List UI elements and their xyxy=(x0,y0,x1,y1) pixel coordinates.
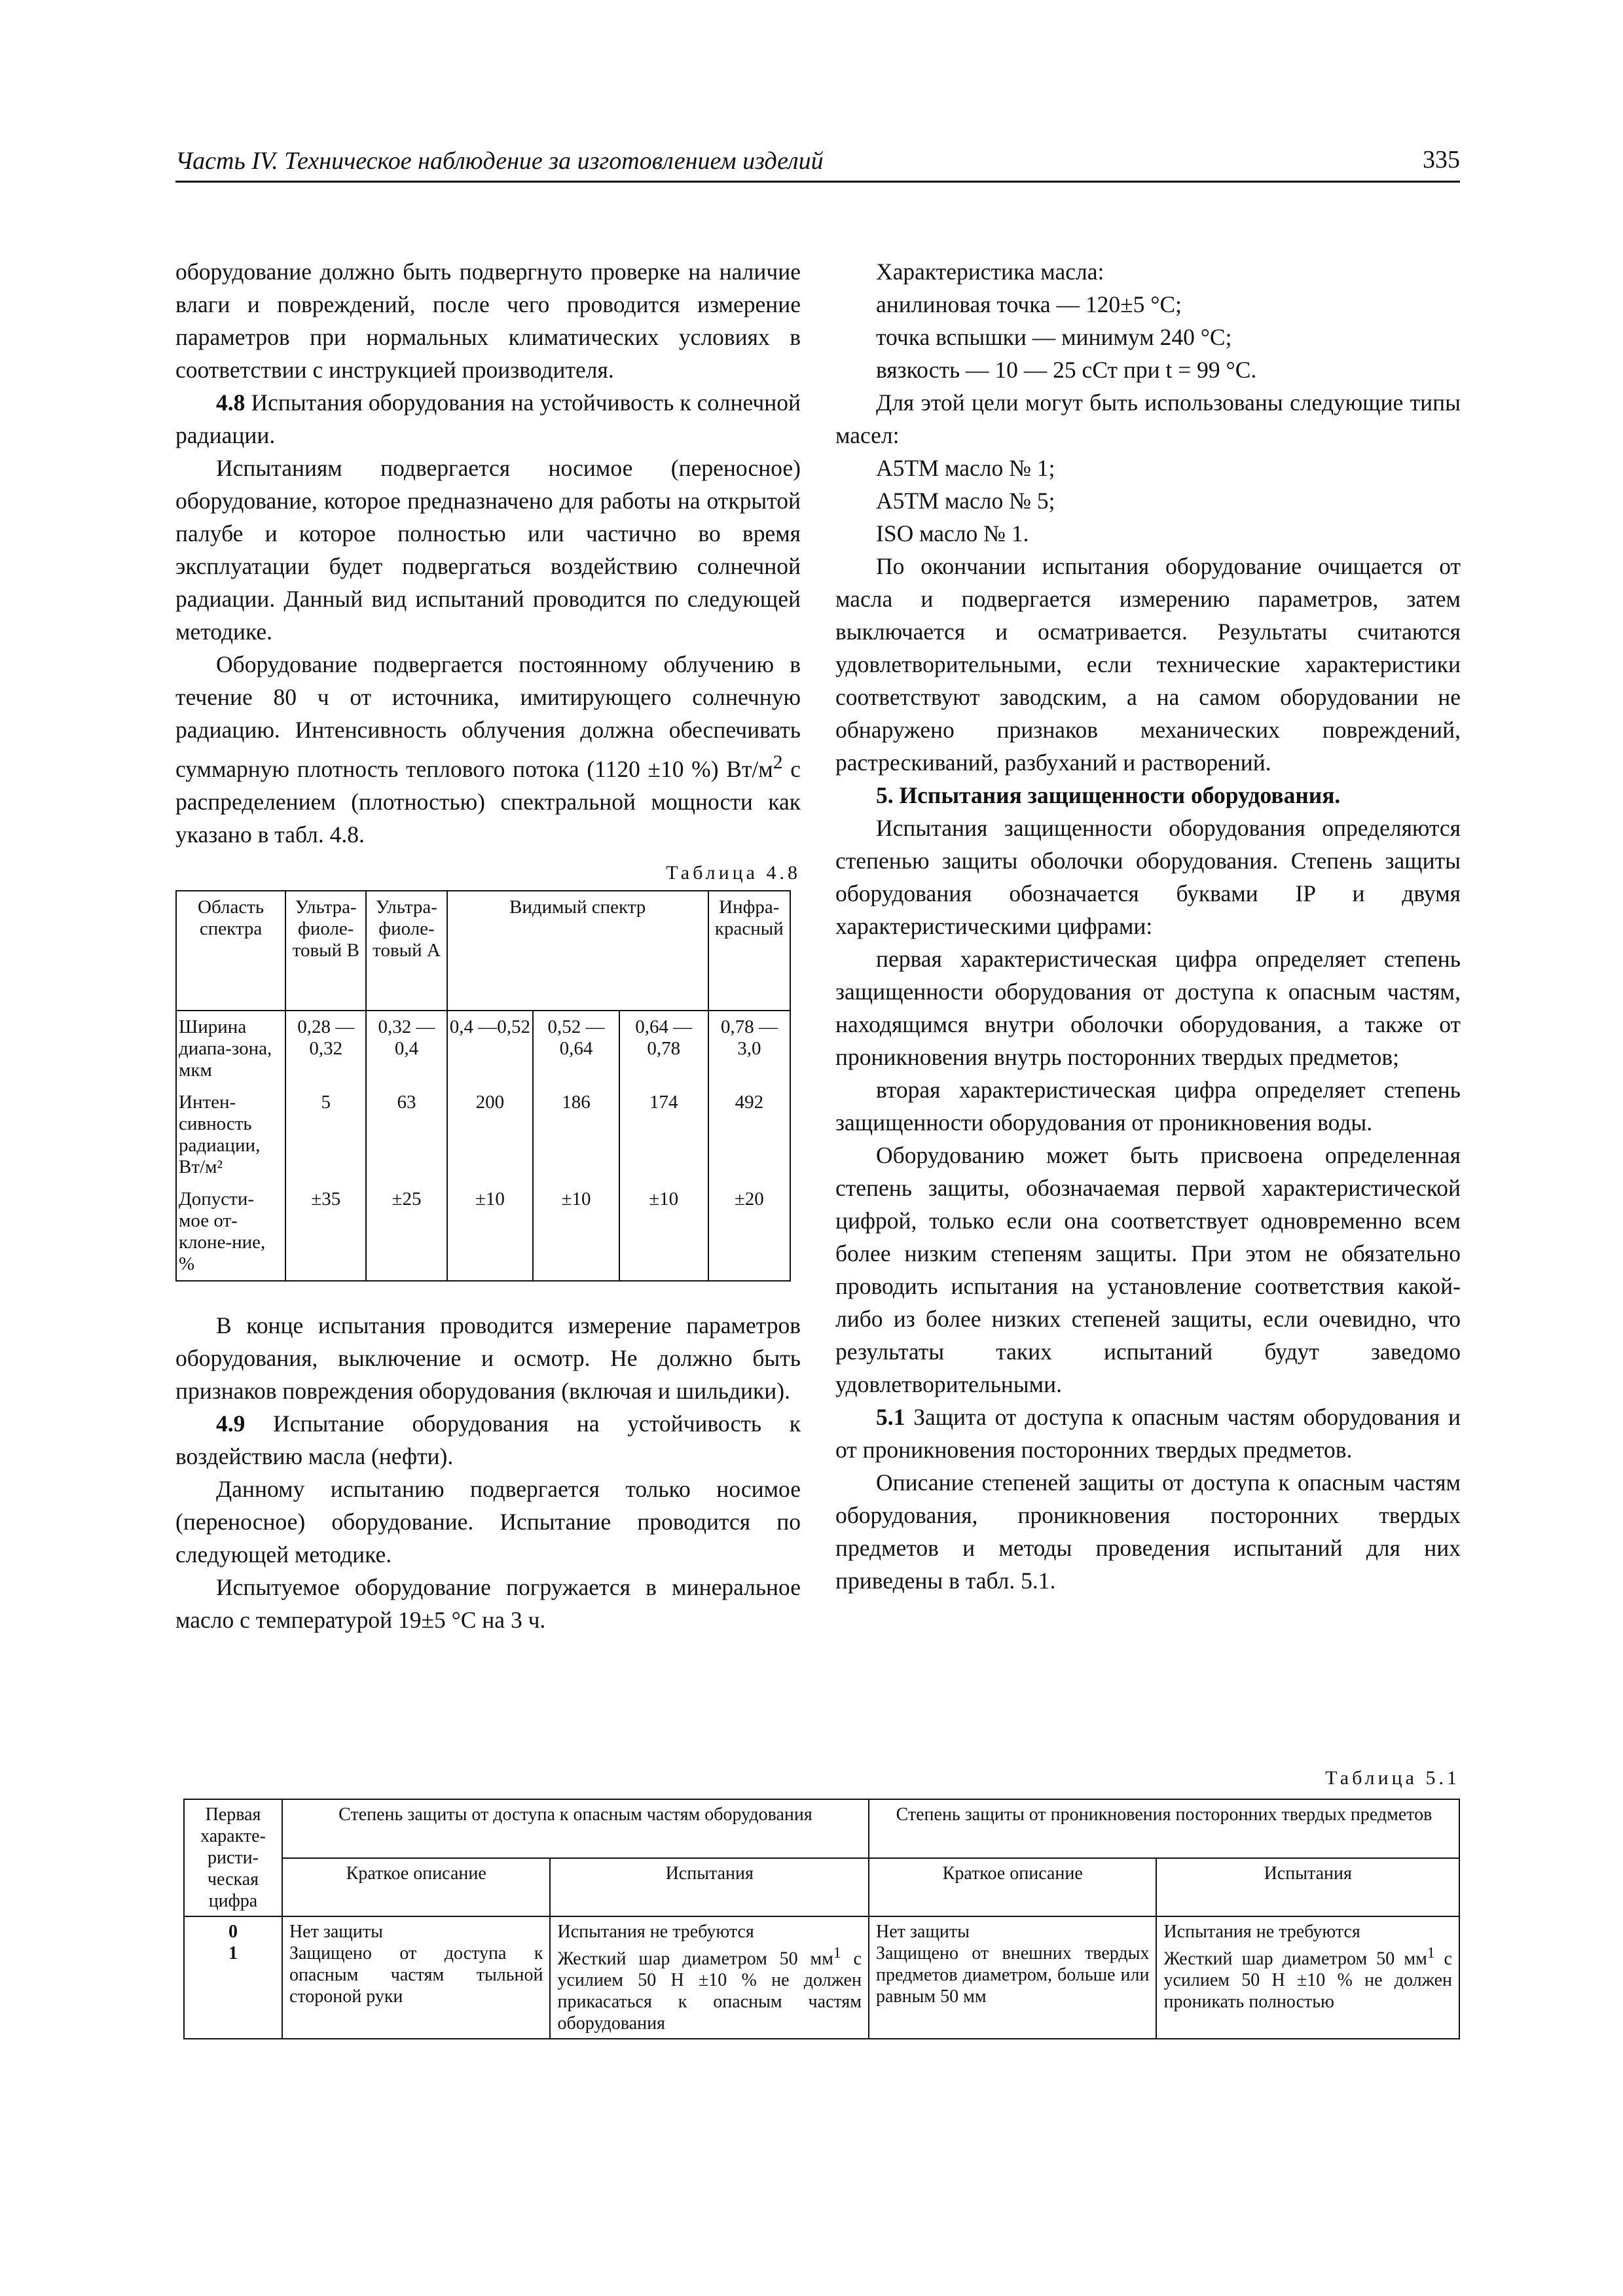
header-access: Степень защиты от доступа к опасным частям оборудования xyxy=(282,1799,869,1858)
row-label: Допусти-мое от-клоне-ние, % xyxy=(176,1183,285,1281)
section-title: Защита от доступа к опасным частям оборудования и от проникновения посторонних твердых предметов. xyxy=(835,1404,1461,1463)
cell: 0,28 — 0,32 xyxy=(285,1011,366,1086)
paragraph: В конце испытания проводится измерение параметров оборудования, выключение и осмотр. Не должно быть признаков повреждения оборудования (включая и шильдики). xyxy=(175,1312,801,1404)
text: Оборудование подвергается постоянному облучению в течение 80 ч от источника, имитирующего солнечную радиацию. Интенсивность облучения должна обеспечивать суммарную плотность теплового потока (1120 ±10 %) Вт/м xyxy=(175,651,801,782)
text: Нет защиты xyxy=(875,1922,970,1942)
section-title: Испытания оборудования на устойчивость к солнечной радиации. xyxy=(175,389,801,448)
text: Нет защиты xyxy=(289,1922,383,1942)
header-solid: Степень защиты от проникновения посторонних твердых предметов xyxy=(869,1799,1459,1858)
section-number: 5.1 xyxy=(876,1404,905,1430)
text: Жесткий шар диаметром 50 мм xyxy=(557,1948,833,1969)
cell: 0,78 — 3,0 xyxy=(708,1011,790,1086)
page-header xyxy=(175,143,1460,183)
text: с усилием 50 Н ±10 % не должен проникать полностью xyxy=(1163,1948,1452,2013)
cell: 0,32 — 0,4 xyxy=(366,1011,447,1086)
table-5-1-caption: Таблица 5.1 xyxy=(1325,1767,1460,1789)
solid-test-cell xyxy=(1156,1916,1459,2039)
table-row xyxy=(176,1086,790,1183)
solid-desc-cell xyxy=(869,1916,1157,2039)
section-4-9-heading xyxy=(175,1407,801,1473)
header-uva: Ультра-фиоле-товый А xyxy=(366,891,447,1011)
list-item: анилиновая точка — 120±5 °С; xyxy=(876,291,1182,317)
cell: 0,52 — 0,64 xyxy=(533,1011,619,1086)
superscript: 2 xyxy=(773,752,783,773)
paragraph: Характеристика масла: xyxy=(876,259,1104,285)
paragraph: Испытуемое оборудование погружается в минеральное масло с температурой 19±5 °С на 3 ч. xyxy=(175,1573,801,1633)
text: Жесткий шар диаметром 50 мм xyxy=(1163,1948,1427,1969)
text: Защищено от внешних твердых предметов диаметром, больше или равным 50 мм xyxy=(875,1943,1150,2007)
header-test-access: Испытания xyxy=(550,1858,868,1917)
section-number: 4.8 xyxy=(216,389,246,416)
text xyxy=(557,1943,861,2034)
list-item: точка вспышки — минимум 240 °С; xyxy=(876,324,1232,350)
row-label: Ширина диапа-зона, мкм xyxy=(176,1011,285,1086)
section-4-8-heading xyxy=(175,386,801,452)
section-5-heading xyxy=(835,779,1461,812)
paragraph: Описание степеней защиты от доступа к опасным частям оборудования, проникновения посторонних твердых предметов и методы проведения испытаний для них приведены в табл. 5.1. xyxy=(835,1469,1461,1594)
text xyxy=(1163,1943,1452,2013)
page-number: 335 xyxy=(1423,146,1460,173)
list-item: вязкость — 10 — 25 сСт при t = 99 °С. xyxy=(876,357,1257,383)
cell: 0,4 —0,52 xyxy=(447,1011,534,1086)
text: с усилием 50 Н ±10 % не должен прикасаться к опасным частям оборудования xyxy=(557,1948,862,2034)
paragraph: первая характеристическая цифра определяет степень защищенности оборудования от доступа к опасным частям, находящимся внутри оболочки оборудования, а также от проникновения внутрь посторонних твердых предметов; xyxy=(835,946,1461,1070)
digit: 0 xyxy=(228,1922,238,1942)
paragraph: Испытаниям подвергается носимое (переносное) оборудование, которое предназначено для работы на открытой палубе и которое полностью или частично во время эксплуатации будет подвергаться воздействию солнечной радиации. Данный вид испытаний проводится по следующей методике. xyxy=(175,455,801,645)
text: с распределением (плотностью) спектральной мощности как указано в табл. 4.8. xyxy=(175,755,801,848)
text: Испытания не требуются xyxy=(1163,1922,1360,1942)
paragraph: вторая характеристическая цифра определяет степень защищенности оборудования от проникновения воды. xyxy=(835,1077,1461,1136)
table-5-1 xyxy=(183,1799,1460,2039)
cell: 174 xyxy=(619,1086,708,1183)
paragraph: оборудование должно быть подвергнуто проверке на наличие влаги и повреждений, после чего проводится измерение параметров при нормальных климатических условиях в соответствии с инструкцией производителя. xyxy=(175,259,801,383)
right-column xyxy=(835,255,1461,1597)
paragraph: Оборудованию может быть присвоена определенная степень защиты, обозначаемая первой характеристической цифрой, только если она соответствует одновременно всем более низким степеням защиты. При этом не обязательно проводить испытания на установление соответствия какой-либо из более низких степеней защиты, если очевидно, что результаты таких испытаний будут заведомо удовлетворительными. xyxy=(835,1142,1461,1397)
text: Защищено от доступа к опасным частям тыльной стороной руки xyxy=(289,1943,543,2007)
header-test-solid: Испытания xyxy=(1156,1858,1459,1917)
cell: 492 xyxy=(708,1086,790,1183)
section-title: Испытание оборудования на устойчивость к воздействию масла (нефти). xyxy=(175,1410,801,1469)
access-desc-cell xyxy=(282,1916,551,2039)
paragraph-flux xyxy=(175,648,801,851)
cell: 186 xyxy=(533,1086,619,1183)
cell: ±10 xyxy=(533,1183,619,1281)
cell: 63 xyxy=(366,1086,447,1183)
table-row xyxy=(184,1916,1459,2039)
text: Испытания не требуются xyxy=(557,1922,754,1942)
section-title: 5. Испытания защищенности оборудования. xyxy=(876,782,1341,808)
digit: 1 xyxy=(228,1943,238,1964)
cell: ±35 xyxy=(285,1183,366,1281)
row-label: Интен-сивность радиации, Вт/м² xyxy=(176,1086,285,1183)
cell: ±10 xyxy=(447,1183,534,1281)
cell: ±20 xyxy=(708,1183,790,1281)
access-test-cell xyxy=(550,1916,868,2039)
header-visible: Видимый спектр xyxy=(447,891,708,1011)
left-column xyxy=(175,255,801,1636)
list-item: А5ТМ масло № 5; xyxy=(876,488,1055,514)
header-desc-solid: Краткое описание xyxy=(869,1858,1157,1917)
cell: 5 xyxy=(285,1086,366,1183)
running-title: Часть IV. Техническое наблюдение за изготовлением изделий xyxy=(175,147,824,175)
table-4-8 xyxy=(175,890,791,1282)
list-item: ISO масло № 1. xyxy=(876,520,1029,547)
section-number: 4.9 xyxy=(216,1410,246,1437)
cell: ±10 xyxy=(619,1183,708,1281)
superscript: 1 xyxy=(1427,1945,1435,1962)
list-item: А5ТМ масло № 1; xyxy=(876,455,1055,481)
cell: ±25 xyxy=(366,1183,447,1281)
table-4-8-caption: Таблица 4.8 xyxy=(666,861,801,884)
digit-cell xyxy=(184,1916,282,2039)
table-row xyxy=(176,1183,790,1281)
paragraph: Для этой цели могут быть использованы следующие типы масел: xyxy=(835,389,1461,448)
cell: 0,64 —0,78 xyxy=(619,1011,708,1086)
superscript: 1 xyxy=(833,1945,841,1962)
header-uvb: Ультра-фиоле-товый В xyxy=(285,891,366,1011)
paragraph: Данному испытанию подвергается только носимое (переносное) оборудование. Испытание проводится по следующей методике. xyxy=(175,1475,801,1568)
header-area: Область спектра xyxy=(176,891,285,1011)
paragraph: По окончании испытания оборудование очищается от масла и подвергается измерению параметров, затем выключается и осматривается. Результаты считаются удовлетворительными, если технические характеристики соответствуют заводским, а на самом оборудовании не обнаружено признаков механических повреждений, растрескиваний, разбуханий и растворений. xyxy=(835,553,1461,776)
header-digit: Первая характе-ристи-ческая цифра xyxy=(184,1799,282,1916)
table-row xyxy=(176,1011,790,1086)
section-5-1-heading xyxy=(835,1401,1461,1466)
header-desc-access: Краткое описание xyxy=(282,1858,551,1917)
header-ir: Инфра-красный xyxy=(708,891,790,1011)
paragraph: Испытания защищенности оборудования определяются степенью защиты оболочки оборудования. Степень защиты оборудования обозначается буквами IP и двумя характеристическими цифрами: xyxy=(835,815,1461,939)
cell: 200 xyxy=(447,1086,534,1183)
